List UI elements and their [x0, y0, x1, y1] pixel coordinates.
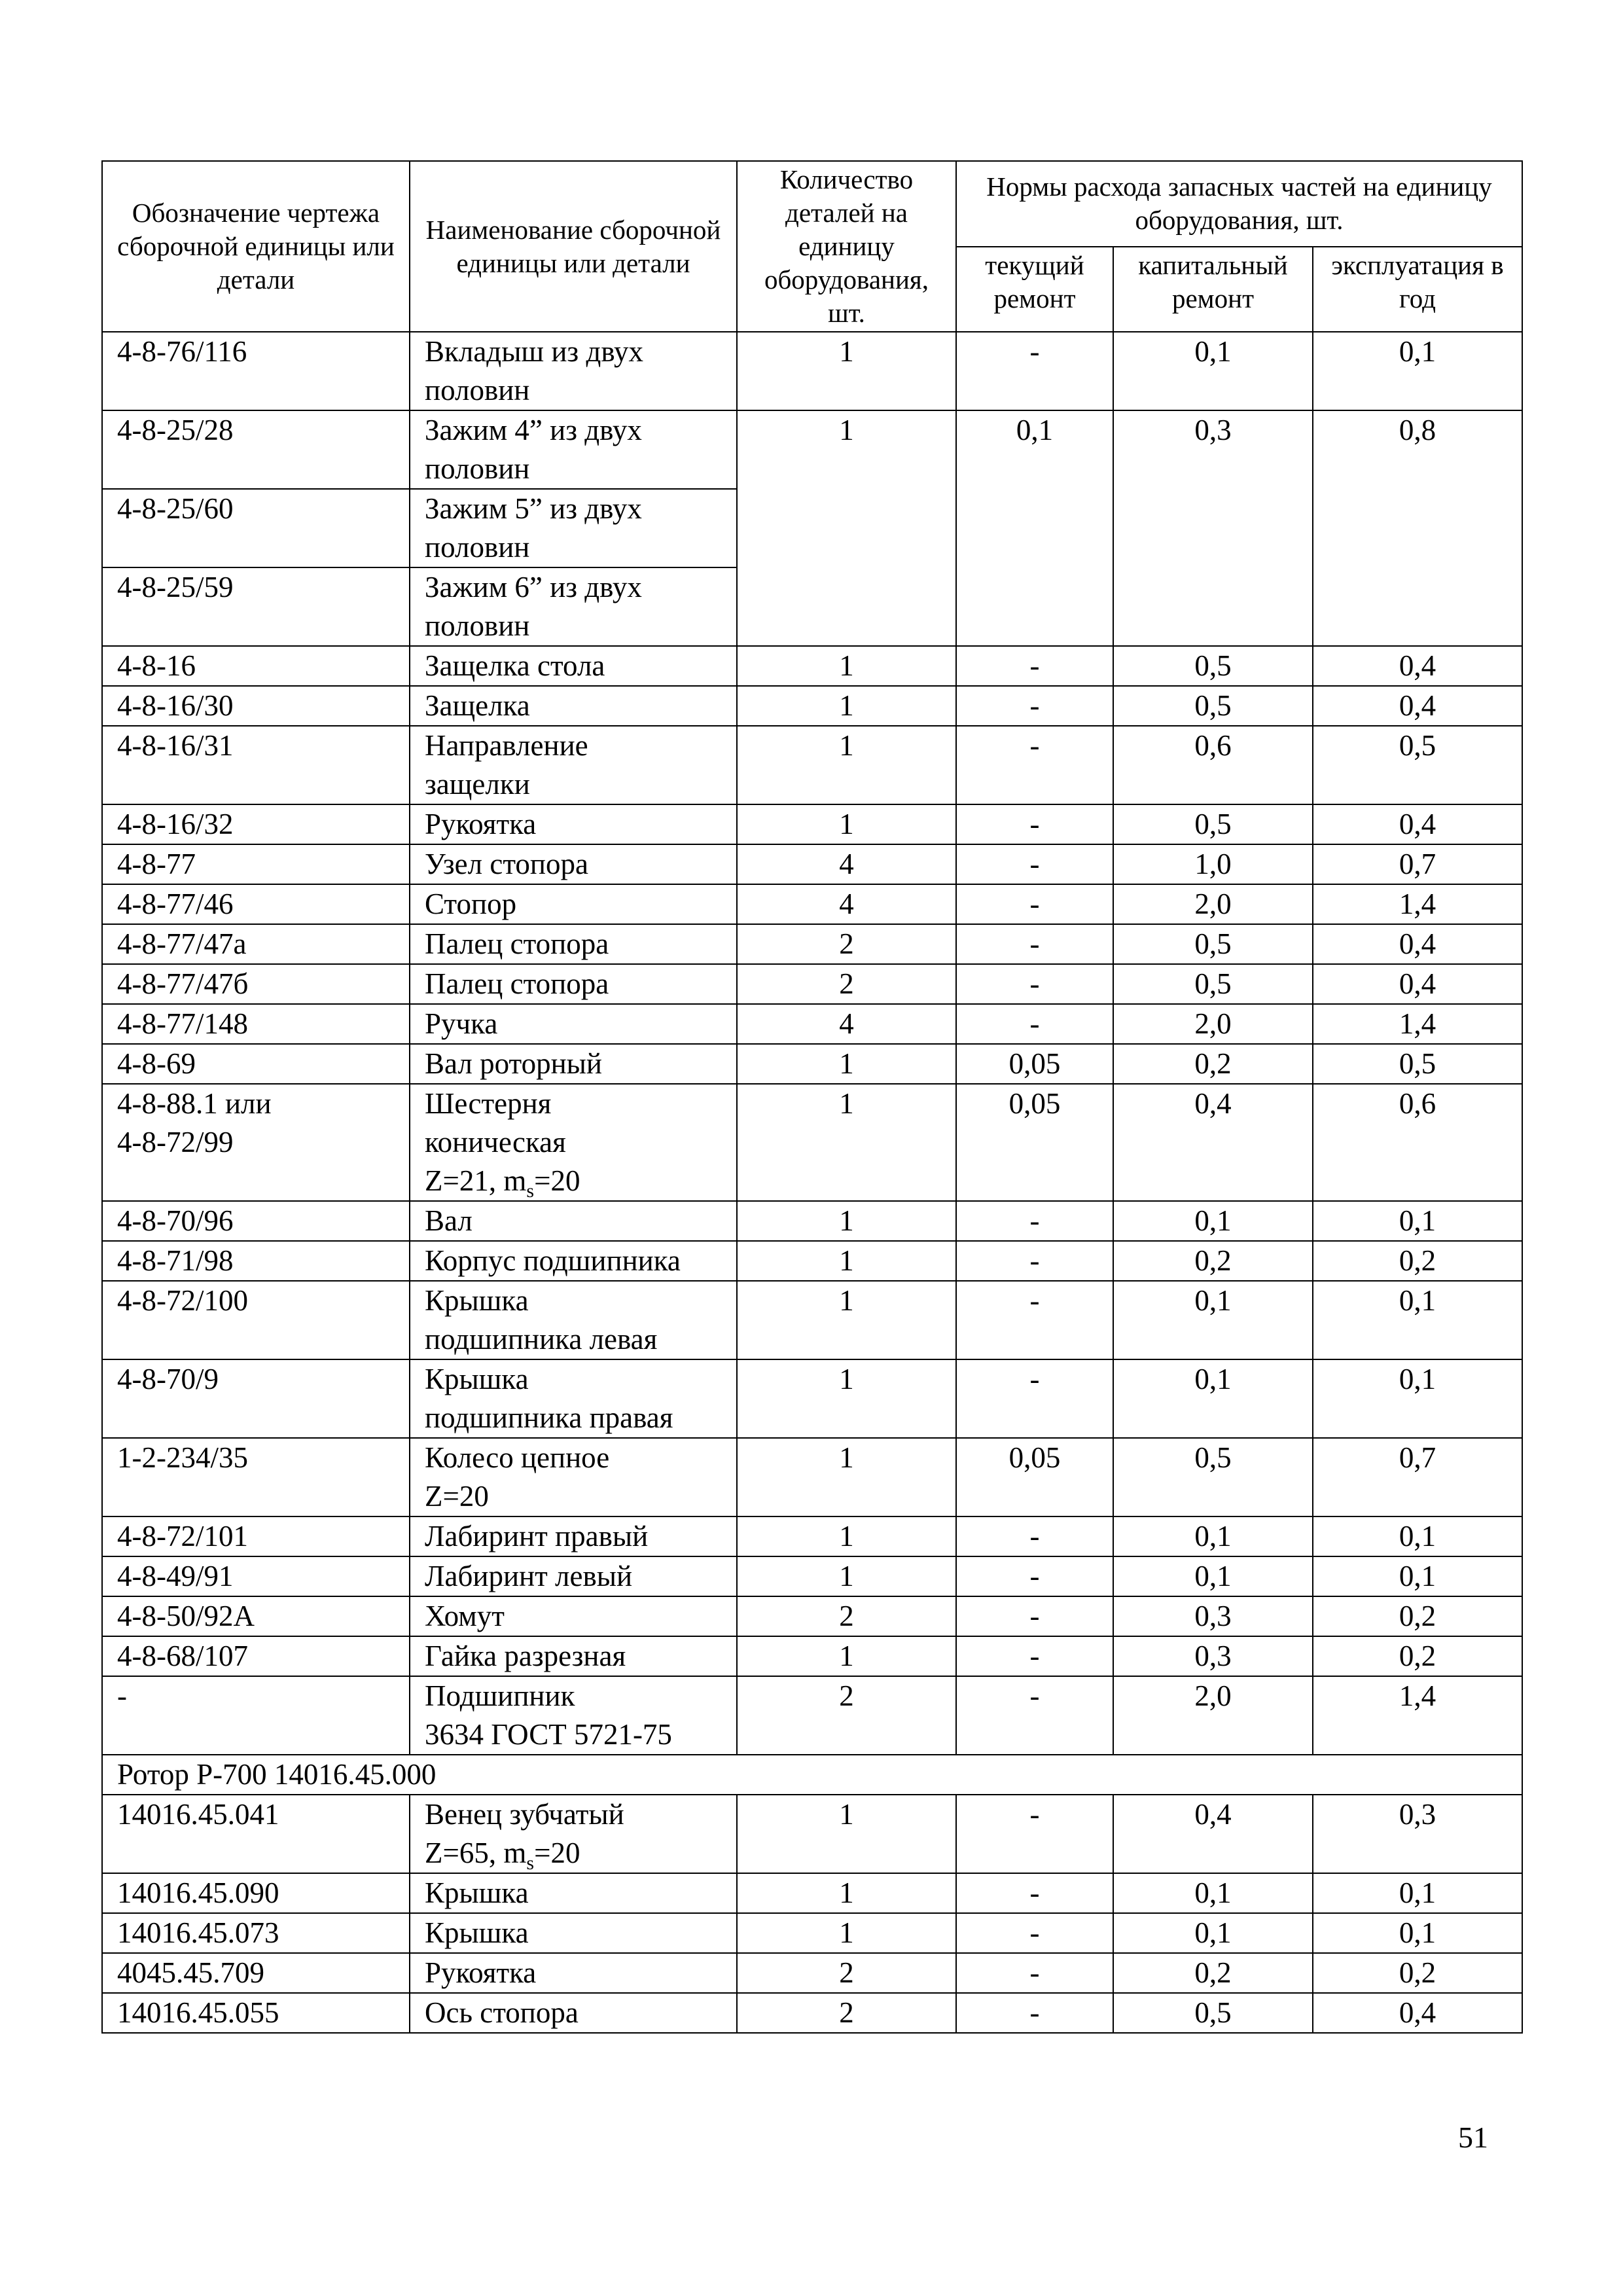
part-name: Защелка — [425, 689, 530, 722]
drawing-code: 4-8-16/31 — [102, 726, 410, 804]
part-name-cell — [410, 686, 737, 726]
operation-year: 0,4 — [1313, 964, 1522, 1004]
header-operation-year: эксплуатация в год — [1313, 247, 1522, 332]
operation-year: 0,1 — [1313, 1873, 1522, 1913]
current-repair: - — [956, 1241, 1113, 1281]
capital-repair: 0,1 — [1113, 1201, 1313, 1241]
part-name-cell — [410, 1676, 737, 1755]
drawing-code: 4-8-77/47а — [102, 924, 410, 964]
part-name: Корпус подшипника — [425, 1244, 681, 1277]
table-row — [102, 1953, 1522, 1993]
operation-year: 0,1 — [1313, 1913, 1522, 1953]
part-name-cell — [410, 1913, 737, 1953]
header-drawing-number: Обозначение чертежа сборочной единицы или детали — [102, 161, 410, 332]
part-name-cell — [410, 332, 737, 410]
table-row — [102, 1201, 1522, 1241]
table-row — [102, 1556, 1522, 1596]
part-name-cell — [410, 567, 737, 646]
table-body-main — [102, 332, 1522, 1755]
drawing-code: 4-8-88.1 или 4-8-72/99 — [102, 1084, 410, 1201]
current-repair: - — [956, 1359, 1113, 1438]
operation-year: 0,1 — [1313, 1556, 1522, 1596]
drawing-code: - — [102, 1676, 410, 1755]
part-name: Палец стопора — [425, 967, 609, 1000]
quantity: 1 — [737, 726, 956, 804]
part-name-cell — [410, 1201, 737, 1241]
drawing-code: 14016.45.055 — [102, 1993, 410, 2033]
table-row — [102, 410, 1522, 489]
part-name-cell — [410, 1556, 737, 1596]
page-number: 51 — [1458, 2121, 1488, 2154]
drawing-code: 4-8-70/96 — [102, 1201, 410, 1241]
table-row — [102, 964, 1522, 1004]
part-name: Шестерня коническая — [425, 1087, 566, 1158]
drawing-code: 14016.45.041 — [102, 1795, 410, 1873]
operation-year: 0,2 — [1313, 1953, 1522, 1993]
part-name: Лабиринт правый — [425, 1520, 649, 1552]
quantity: 1 — [737, 1913, 956, 1953]
table-row — [102, 1281, 1522, 1359]
module-subscript: s — [526, 1852, 535, 1874]
current-repair-group: 0,1 — [956, 410, 1113, 646]
drawing-code: 4-8-77/148 — [102, 1004, 410, 1044]
table-row — [102, 1873, 1522, 1913]
capital-repair: 0,1 — [1113, 1556, 1313, 1596]
drawing-code: 4-8-16 — [102, 646, 410, 686]
quantity: 2 — [737, 1596, 956, 1636]
operation-year: 0,1 — [1313, 1281, 1522, 1359]
drawing-code: 4-8-50/92А — [102, 1596, 410, 1636]
capital-repair: 0,4 — [1113, 1795, 1313, 1873]
quantity: 2 — [737, 1953, 956, 1993]
drawing-code: 14016.45.090 — [102, 1873, 410, 1913]
part-name: Хомут — [425, 1600, 505, 1632]
module-subscript: s — [526, 1180, 535, 1202]
operation-year: 0,7 — [1313, 844, 1522, 884]
operation-year: 0,2 — [1313, 1241, 1522, 1281]
capital-repair: 2,0 — [1113, 884, 1313, 924]
part-name: Лабиринт левый — [425, 1560, 633, 1592]
part-name: Вал — [425, 1204, 473, 1237]
part-name-cell — [410, 1873, 737, 1913]
capital-repair: 0,2 — [1113, 1241, 1313, 1281]
table-row — [102, 646, 1522, 686]
part-name-cell — [410, 410, 737, 489]
capital-repair: 0,2 — [1113, 1044, 1313, 1084]
part-name-cell — [410, 884, 737, 924]
operation-year: 0,4 — [1313, 924, 1522, 964]
operation-year: 0,1 — [1313, 1516, 1522, 1556]
part-name-cell — [410, 1636, 737, 1676]
part-name-cell — [410, 1993, 737, 2033]
current-repair: - — [956, 844, 1113, 884]
current-repair: - — [956, 726, 1113, 804]
operation-year: 0,2 — [1313, 1636, 1522, 1676]
drawing-code: 4-8-69 — [102, 1044, 410, 1084]
part-name-cell — [410, 489, 737, 567]
capital-repair: 0,4 — [1113, 1084, 1313, 1201]
part-name: Зажим 5” из двух половин — [425, 492, 642, 564]
operation-year: 0,6 — [1313, 1084, 1522, 1201]
quantity: 2 — [737, 1676, 956, 1755]
quantity: 2 — [737, 1993, 956, 2033]
quantity: 1 — [737, 646, 956, 686]
part-name: Вкладыш из двух половин — [425, 335, 644, 406]
drawing-code: 4-8-77 — [102, 844, 410, 884]
table-row — [102, 1359, 1522, 1438]
table-row — [102, 1004, 1522, 1044]
header-capital-repair: капитальный ремонт — [1113, 247, 1313, 332]
current-repair: - — [956, 1676, 1113, 1755]
part-name-cell — [410, 964, 737, 1004]
drawing-code: 4-8-25/28 — [102, 410, 410, 489]
part-name-cell — [410, 804, 737, 844]
operation-year: 0,1 — [1313, 1359, 1522, 1438]
current-repair: - — [956, 646, 1113, 686]
operation-year: 1,4 — [1313, 1676, 1522, 1755]
table-body-rotor — [102, 1795, 1522, 2033]
part-name-cell — [410, 844, 737, 884]
current-repair: - — [956, 1993, 1113, 2033]
part-name: Крышка — [425, 1876, 529, 1909]
drawing-code: 4-8-25/59 — [102, 567, 410, 646]
drawing-code: 4-8-77/47б — [102, 964, 410, 1004]
drawing-code: 4-8-49/91 — [102, 1556, 410, 1596]
part-name: Гайка разрезная — [425, 1640, 626, 1672]
quantity: 2 — [737, 924, 956, 964]
part-name-cell — [410, 1516, 737, 1556]
current-repair: - — [956, 804, 1113, 844]
current-repair: - — [956, 1913, 1113, 1953]
drawing-code: 4-8-16/32 — [102, 804, 410, 844]
part-name-cell — [410, 726, 737, 804]
operation-year: 0,4 — [1313, 1993, 1522, 2033]
drawing-code: 4-8-70/9 — [102, 1359, 410, 1438]
capital-repair: 0,5 — [1113, 924, 1313, 964]
current-repair: - — [956, 924, 1113, 964]
current-repair: - — [956, 1596, 1113, 1636]
operation-year: 0,7 — [1313, 1438, 1522, 1516]
section-title: Ротор Р-700 14016.45.000 — [102, 1755, 1522, 1795]
capital-repair: 0,3 — [1113, 1636, 1313, 1676]
capital-repair: 0,5 — [1113, 1993, 1313, 2033]
drawing-code: 1-2-234/35 — [102, 1438, 410, 1516]
capital-repair: 2,0 — [1113, 1676, 1313, 1755]
capital-repair: 0,1 — [1113, 1281, 1313, 1359]
quantity: 1 — [737, 1044, 956, 1084]
part-name: Направление защелки — [425, 729, 588, 800]
spare-parts-table — [101, 160, 1523, 2034]
operation-year: 0,4 — [1313, 646, 1522, 686]
section-header — [102, 1755, 1522, 1795]
current-repair: 0,05 — [956, 1084, 1113, 1201]
capital-repair: 0,5 — [1113, 686, 1313, 726]
table-row — [102, 1044, 1522, 1084]
part-name: Крышка — [425, 1916, 529, 1949]
table-row — [102, 1596, 1522, 1636]
table-row — [102, 332, 1522, 410]
part-name-cell — [410, 1953, 737, 1993]
table-row — [102, 1795, 1522, 1873]
table-row — [102, 726, 1522, 804]
quantity: 1 — [737, 1241, 956, 1281]
operation-year-group: 0,8 — [1313, 410, 1522, 646]
table-row — [102, 1438, 1522, 1516]
drawing-code: 14016.45.073 — [102, 1913, 410, 1953]
operation-year: 0,1 — [1313, 332, 1522, 410]
capital-repair: 2,0 — [1113, 1004, 1313, 1044]
part-name: Крышка подшипника левая — [425, 1284, 658, 1355]
part-name: Палец стопора — [425, 927, 609, 960]
part-name-cell — [410, 1596, 737, 1636]
part-name-cell — [410, 924, 737, 964]
capital-repair: 0,2 — [1113, 1953, 1313, 1993]
part-name: Стопор — [425, 888, 517, 920]
capital-repair: 0,1 — [1113, 1873, 1313, 1913]
current-repair: - — [956, 1281, 1113, 1359]
current-repair: - — [956, 1795, 1113, 1873]
header-name: Наименование сборочной единицы или детали — [410, 161, 737, 332]
capital-repair: 1,0 — [1113, 844, 1313, 884]
current-repair: - — [956, 686, 1113, 726]
part-name-cell — [410, 1795, 737, 1873]
quantity: 1 — [737, 1795, 956, 1873]
table-row — [102, 1241, 1522, 1281]
operation-year: 0,5 — [1313, 1044, 1522, 1084]
operation-year: 0,4 — [1313, 686, 1522, 726]
drawing-code: 4-8-25/60 — [102, 489, 410, 567]
current-repair: - — [956, 1516, 1113, 1556]
header-quantity: Количество деталей на единицу оборудования, шт. — [737, 161, 956, 332]
part-name: Вал роторный — [425, 1047, 602, 1080]
part-name: Зажим 6” из двух половин — [425, 571, 642, 642]
part-name: Рукоятка — [425, 1956, 537, 1989]
part-name-cell — [410, 1044, 737, 1084]
table-row — [102, 1676, 1522, 1755]
quantity: 1 — [737, 1201, 956, 1241]
capital-repair: 0,1 — [1113, 1516, 1313, 1556]
drawing-code: 4-8-72/101 — [102, 1516, 410, 1556]
capital-repair: 0,1 — [1113, 332, 1313, 410]
quantity: 1 — [737, 332, 956, 410]
quantity: 2 — [737, 964, 956, 1004]
capital-repair: 0,5 — [1113, 964, 1313, 1004]
part-name-cell — [410, 1004, 737, 1044]
quantity: 1 — [737, 1556, 956, 1596]
operation-year: 1,4 — [1313, 1004, 1522, 1044]
current-repair: - — [956, 884, 1113, 924]
capital-repair: 0,5 — [1113, 1438, 1313, 1516]
part-name: Рукоятка — [425, 808, 537, 840]
part-name-cell — [410, 1281, 737, 1359]
quantity: 1 — [737, 1636, 956, 1676]
current-repair: - — [956, 1556, 1113, 1596]
part-name-cell — [410, 1084, 737, 1201]
table-row — [102, 804, 1522, 844]
header-norms: Нормы расхода запасных частей на единицу оборудования, шт. — [956, 161, 1522, 247]
quantity: 4 — [737, 844, 956, 884]
quantity-group: 1 — [737, 410, 956, 646]
current-repair: 0,05 — [956, 1044, 1113, 1084]
current-repair: - — [956, 332, 1113, 410]
quantity: 1 — [737, 1084, 956, 1201]
part-name: Колесо цепное Z=20 — [425, 1441, 610, 1513]
part-name: Подшипник 3634 ГОСТ 5721-75 — [425, 1679, 672, 1751]
current-repair: 0,05 — [956, 1438, 1113, 1516]
quantity: 1 — [737, 1438, 956, 1516]
part-name: Ручка — [425, 1007, 498, 1040]
part-name: Узел стопора — [425, 848, 588, 880]
table-row — [102, 1993, 1522, 2033]
current-repair: - — [956, 1201, 1113, 1241]
current-repair: - — [956, 1953, 1113, 1993]
operation-year: 0,1 — [1313, 1201, 1522, 1241]
header-current-repair: текущий ремонт — [956, 247, 1113, 332]
current-repair: - — [956, 1004, 1113, 1044]
part-name-cell — [410, 646, 737, 686]
drawing-code: 4-8-71/98 — [102, 1241, 410, 1281]
table-row — [102, 686, 1522, 726]
capital-repair: 0,6 — [1113, 726, 1313, 804]
capital-repair: 0,5 — [1113, 646, 1313, 686]
part-name: Защелка стола — [425, 649, 605, 682]
drawing-code: 4-8-68/107 — [102, 1636, 410, 1676]
capital-repair: 0,1 — [1113, 1359, 1313, 1438]
quantity: 1 — [737, 1281, 956, 1359]
quantity: 1 — [737, 1359, 956, 1438]
operation-year: 1,4 — [1313, 884, 1522, 924]
part-name-cell — [410, 1359, 737, 1438]
quantity: 4 — [737, 1004, 956, 1044]
part-name-cell — [410, 1241, 737, 1281]
capital-repair: 0,5 — [1113, 804, 1313, 844]
drawing-code: 4-8-76/116 — [102, 332, 410, 410]
capital-repair: 0,1 — [1113, 1913, 1313, 1953]
drawing-code: 4-8-16/30 — [102, 686, 410, 726]
capital-repair-group: 0,3 — [1113, 410, 1313, 646]
table-row — [102, 844, 1522, 884]
table-row — [102, 1516, 1522, 1556]
part-parameters: Z=21, $m_s=20$ — [425, 1164, 580, 1202]
part-name: Зажим 4” из двух половин — [425, 414, 642, 485]
part-name-cell — [410, 1438, 737, 1516]
operation-year: 0,3 — [1313, 1795, 1522, 1873]
drawing-code: 4-8-77/46 — [102, 884, 410, 924]
quantity: 1 — [737, 686, 956, 726]
operation-year: 0,5 — [1313, 726, 1522, 804]
operation-year: 0,4 — [1313, 804, 1522, 844]
current-repair: - — [956, 964, 1113, 1004]
table-row — [102, 1084, 1522, 1201]
table-row — [102, 924, 1522, 964]
part-name: Крышка подшипника правая — [425, 1363, 673, 1434]
capital-repair: 0,3 — [1113, 1596, 1313, 1636]
part-name: Ось стопора — [425, 1996, 579, 2029]
quantity: 1 — [737, 1516, 956, 1556]
current-repair: - — [956, 1873, 1113, 1913]
table-row — [102, 884, 1522, 924]
table-row — [102, 1636, 1522, 1676]
quantity: 1 — [737, 804, 956, 844]
current-repair: - — [956, 1636, 1113, 1676]
quantity: 4 — [737, 884, 956, 924]
part-name: Венец зубчатый — [425, 1798, 624, 1831]
drawing-code: 4045.45.709 — [102, 1953, 410, 1993]
table-row — [102, 1913, 1522, 1953]
quantity: 1 — [737, 1873, 956, 1913]
part-parameters: Z=65, $m_s=20$ — [425, 1837, 580, 1874]
operation-year: 0,2 — [1313, 1596, 1522, 1636]
drawing-code: 4-8-72/100 — [102, 1281, 410, 1359]
